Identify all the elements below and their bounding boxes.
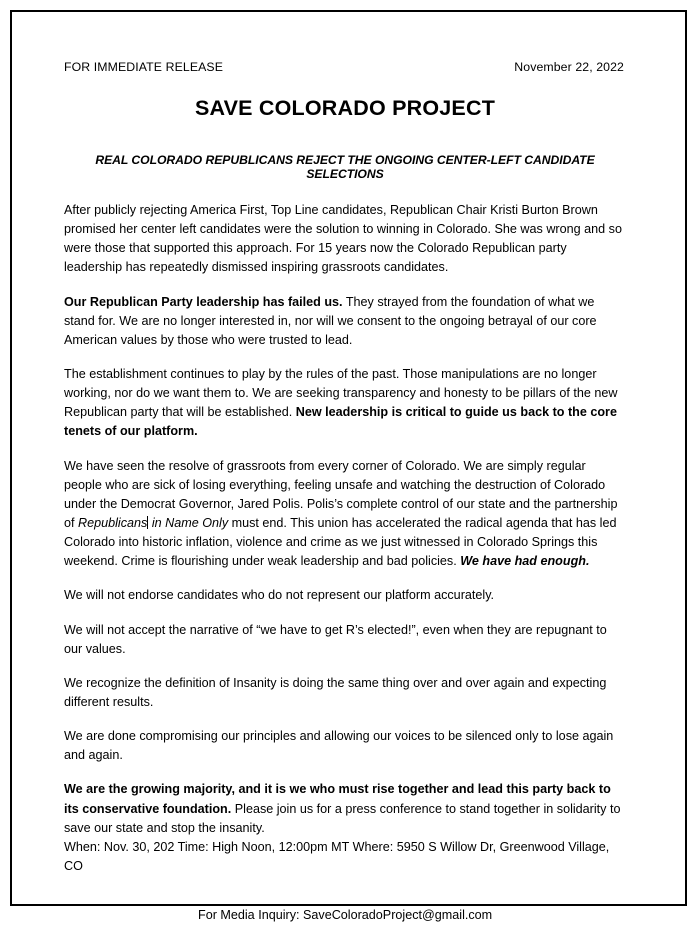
paragraph-1: After publicly rejecting America First, Top Line candidates, Republican Chair Kristi Burton Brown promised her center left candidates were the solution to winning in Colorado. She was wrong and so were those that supported this approach. For 15 years now the Colorado Republican party leadership has repeatedly dismissed inspiring grassroots candidates. [64, 203, 622, 275]
media-inquiry-line: For Media Inquiry: SaveColoradoProject@gmail.com [198, 908, 493, 923]
paragraph-3 [64, 365, 626, 442]
document-subtitle: REAL COLORADO REPUBLICANS REJECT THE ONGOING CENTER-LEFT CANDIDATE SELECTIONS [95, 153, 595, 181]
paragraph-4-text-b: must end. This union has accelerated the radical agenda that has led Colorado into historic inflation, violence and crime as we just witnessed in Colorado Springs this weekend. Crime is flourishing under weak leadership and bad policies. [64, 515, 617, 569]
paragraph-3-bold-emphasis: New leadership is critical to guide us back to the core tenets of our platform. [64, 405, 617, 439]
paragraph-5: We will not endorse candidates who do not represent our platform accurately. [64, 588, 495, 603]
page-title: SAVE COLORADO PROJECT [194, 96, 496, 120]
paragraph-4 [64, 457, 626, 572]
paragraph-9-text: Please join us for a press conference to stand together in solidarity to save our state and stop the insanity. [64, 801, 621, 835]
paragraph-2-text: They strayed from the foundation of what we stand for. We are no longer interested in, nor will we consent to the ongoing betrayal of our core American values by those who were trusted to lead. [64, 294, 597, 347]
paragraph-8: We are done compromising our principles and allowing our voices to be silenced only to lose again and again. [64, 729, 614, 763]
paragraph-7: We recognize the definition of Insanity is doing the same thing over and over again and expecting different results. [64, 675, 607, 709]
paragraph-3-text: The establishment continues to play by the rules of the past. Those manipulations are no longer working, nor do we want them to. We are seeking transparency and honesty to be pillars of the new Republican party that will be established. [64, 366, 618, 420]
paragraph-6: We will not accept the narrative of “we have to get R’s elected!”, even when they are repugnant to our values. [64, 622, 607, 656]
document-content [64, 60, 626, 938]
paragraph-2-bold-lead: Our Republican Party leadership has failed us. [64, 294, 343, 309]
document-header [64, 60, 626, 74]
paragraph-4-bold-italic-emphasis: We have had enough. [460, 554, 590, 569]
paragraph-4-italic-rino-2: in Name Only [151, 515, 229, 530]
document-page [10, 10, 687, 923]
paragraph-2 [64, 293, 626, 350]
paragraph-9-bold-lead: We are the growing majority, and it is we who must rise together and lead this party back to its conservative foundation. [64, 782, 611, 816]
paragraph-4-italic-rino-1: Republicans [78, 515, 148, 530]
event-details-line: When: Nov. 30, 202 Time: High Noon, 12:00pm MT Where: 5950 S Willow Dr, Greenwood Village, CO [64, 839, 610, 873]
text-cursor-caret [147, 516, 148, 529]
paragraph-9 [64, 780, 626, 837]
paragraph-4-text-a: We have seen the resolve of grassroots from every corner of Colorado. We are simply regular people who are sick of losing everything, feeling unsafe and watching the destruction of Colorado under the Democrat Governor, Jared Polis. Polis’s complete control of our state and the partnership of [64, 458, 618, 530]
release-label: FOR IMMEDIATE RELEASE [64, 60, 224, 74]
release-date: November 22, 2022 [514, 60, 624, 74]
document-body [64, 201, 626, 925]
